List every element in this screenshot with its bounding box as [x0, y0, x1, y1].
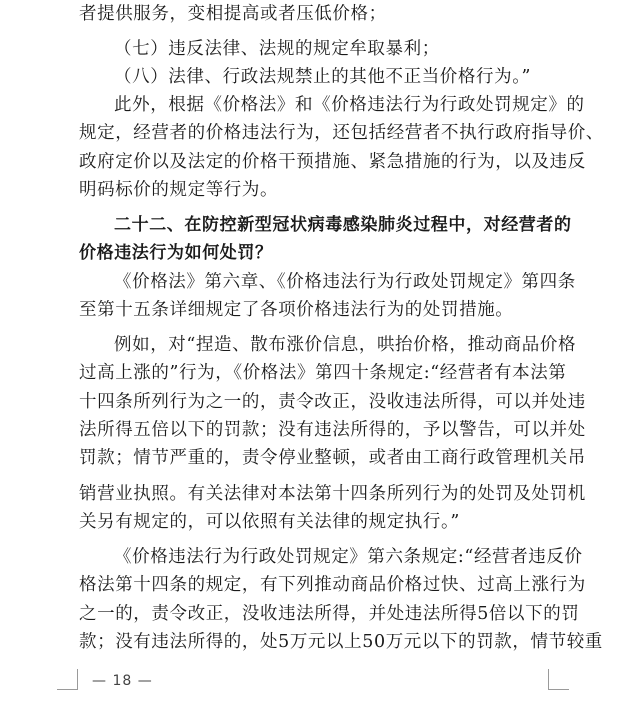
text-line: 明码标价的规定等行为。	[79, 180, 279, 200]
text-line: 例如，对“捏造、散布涨价信息，哄抬价格，推动商品价格	[114, 335, 577, 355]
section-heading: 二十二、在防控新型冠状病毒感染肺炎过程中，对经营者的	[114, 215, 572, 235]
text-line: 者提供服务，变相提高或者压低价格；	[79, 4, 387, 24]
text-line: 政府定价以及法定的价格干预措施、紧急措施的行为，以及违反	[79, 152, 586, 172]
crop-mark-left	[57, 669, 78, 690]
text-line: 过高上涨的”行为，《价格法》第四十条规定:“经营者有本法第	[79, 363, 567, 383]
text-line: 关另有规定的，可以依照有关法律的规定执行。”	[79, 512, 460, 532]
text-line: 法所得五倍以下的罚款；没有违法所得的，予以警告，可以并处	[79, 420, 586, 440]
text-line: 此外，根据《价格法》和《价格违法行为行政处罚规定》的	[114, 95, 585, 115]
page-number: — 18 —	[92, 673, 153, 689]
text-line: 罚款；情节严重的，责令停业整顿，或者由工商行政管理机关吊	[79, 448, 586, 468]
text-line: 之一的，责令改正，没收违法所得，并处违法所得5倍以下的罚	[79, 604, 580, 624]
crop-mark-right	[548, 669, 569, 690]
text-line: 格法第十四条的规定，有下列推动商品价格过快、过高上涨行为	[79, 575, 586, 595]
text-line: 规定，经营者的价格违法行为，还包括经营者不执行政府指导价、	[79, 123, 604, 143]
text-line: 销营业执照。有关法律对本法第十四条所列行为的处罚及处罚机	[79, 484, 586, 504]
text-line: 《价格法》第六章、《价格违法行为行政处罚规定》第四条	[114, 272, 576, 292]
text-line: （八）法律、行政法规禁止的其他不正当价格行为。”	[114, 67, 532, 87]
text-line: 至第十五条详细规定了各项价格违法行为的处罚措施。	[79, 300, 514, 320]
text-line: （七）违反法律、法规的规定牟取暴利；	[114, 39, 440, 59]
text-line: 款；没有违法所得的，处5万元以上50万元以下的罚款，情节较重	[79, 632, 603, 652]
section-heading: 价格违法行为如何处罚？	[79, 243, 273, 263]
text-line: 《价格违法行为行政处罚规定》第六条规定:“经营者违反价	[114, 547, 583, 567]
text-line: 十四条所列行为之一的，责令改正，没收违法所得，可以并处违	[79, 392, 586, 412]
